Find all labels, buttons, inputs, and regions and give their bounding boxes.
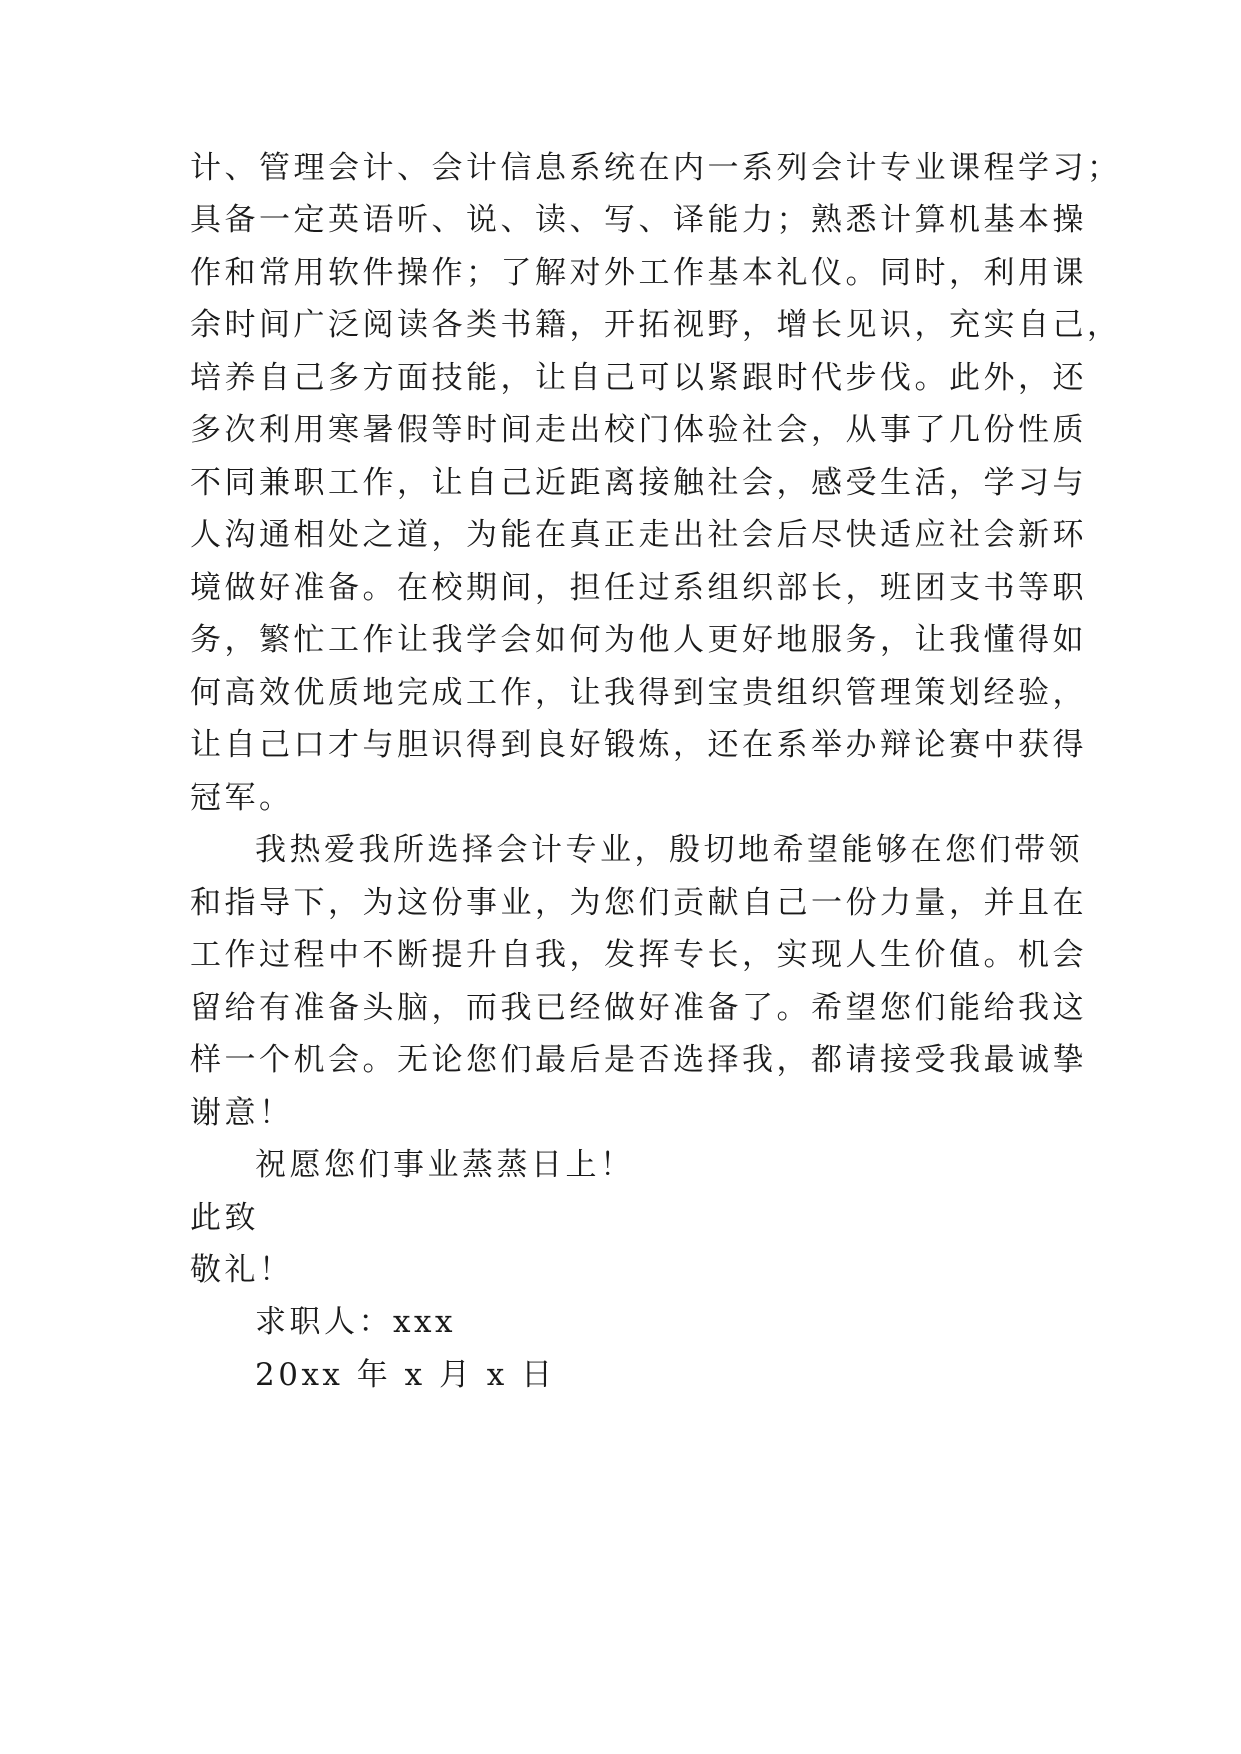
- body-line: 工作过程中不断提升自我，发挥专长，实现人生价值。机会: [190, 937, 1087, 973]
- body-line: 作和常用软件操作；了解对外工作基本礼仪。同时，利用课: [190, 255, 1087, 291]
- body-line: 冠军。: [190, 780, 294, 816]
- applicant-signature: 求职人：xxx: [255, 1304, 456, 1340]
- wish-line: 祝愿您们事业蒸蒸日上！: [255, 1147, 635, 1183]
- body-line: 何高效优质地完成工作，让我得到宝贵组织管理策划经验，: [190, 675, 1087, 711]
- body-line: 培养自己多方面技能，让自己可以紧跟时代步伐。此外，还: [190, 360, 1087, 396]
- body-line: 我热爱我所选择会计专业，殷切地希望能够在您们带领: [255, 832, 1083, 868]
- body-line: 样一个机会。无论您们最后是否选择我，都请接受我最诚挚: [190, 1042, 1087, 1078]
- body-line: 和指导下，为这份事业，为您们贡献自己一份力量，并且在: [190, 885, 1087, 921]
- closing-line: 此致: [190, 1200, 259, 1236]
- body-line: 境做好准备。在校期间，担任过系组织部长，班团支书等职: [190, 570, 1087, 606]
- body-line: 余时间广泛阅读各类书籍，开拓视野，增长见识，充实自己，: [190, 307, 1122, 343]
- body-line: 留给有准备头脑，而我已经做好准备了。希望您们能给我这: [190, 990, 1087, 1026]
- body-line: 务，繁忙工作让我学会如何为他人更好地服务，让我懂得如: [190, 622, 1087, 658]
- body-line: 谢意！: [190, 1095, 294, 1131]
- body-line: 不同兼职工作，让自己近距离接触社会，感受生活，学习与: [190, 465, 1087, 501]
- body-line: 让自己口才与胆识得到良好锻炼，还在系举办辩论赛中获得: [190, 727, 1087, 763]
- body-line: 计、管理会计、会计信息系统在内一系列会计专业课程学习；: [190, 150, 1122, 186]
- body-line: 多次利用寒暑假等时间走出校门体验社会，从事了几份性质: [190, 412, 1087, 448]
- date-line: 20xx 年 x 月 x 日: [255, 1357, 556, 1393]
- body-line: 具备一定英语听、说、读、写、译能力；熟悉计算机基本操: [190, 202, 1087, 238]
- closing-line: 敬礼！: [190, 1252, 294, 1288]
- body-line: 人沟通相处之道，为能在真正走出社会后尽快适应社会新环: [190, 517, 1087, 553]
